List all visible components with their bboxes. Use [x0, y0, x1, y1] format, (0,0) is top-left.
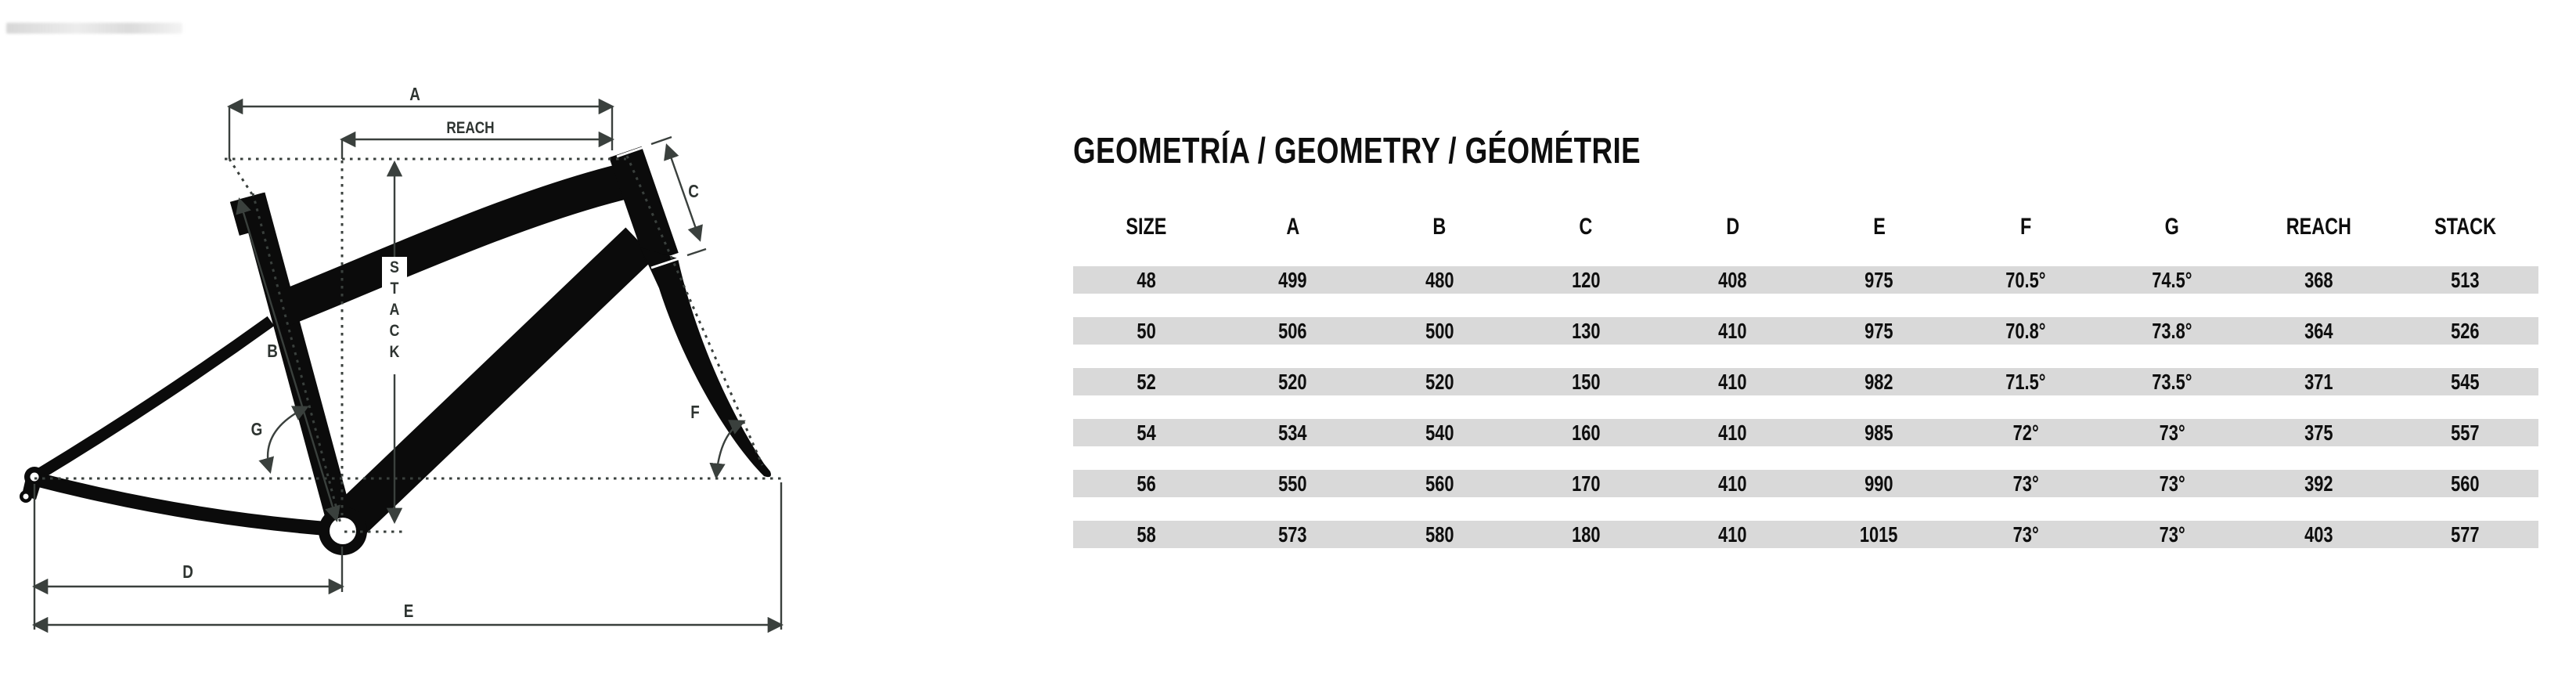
table-cell: 371: [2304, 370, 2333, 394]
table-cell: 1015: [1860, 522, 1898, 547]
table-cell: 557: [2451, 421, 2480, 445]
table-cell: 410: [1718, 421, 1747, 445]
table-row: [1073, 317, 2538, 345]
table-cell: 410: [1718, 522, 1747, 547]
col-header-f: F: [2019, 214, 2031, 240]
table-cell: 150: [1571, 370, 1601, 394]
table-cell: 368: [2304, 268, 2333, 292]
table-header-row: [1073, 215, 2538, 239]
table-cell: 71.5°: [2005, 370, 2046, 394]
table-cell: 58: [1137, 522, 1156, 547]
table-cell: 73.8°: [2152, 319, 2192, 343]
col-header-d: D: [1725, 214, 1739, 240]
dim-label-c: C: [688, 182, 699, 202]
table-cell: 130: [1571, 319, 1601, 343]
table-cell: 170: [1571, 471, 1601, 496]
table-cell: 560: [1425, 471, 1454, 496]
table-cell: 545: [2451, 370, 2480, 394]
table-cell: 70.5°: [2005, 268, 2046, 292]
table-cell: 520: [1278, 370, 1308, 394]
col-header-stack: STACK: [2434, 214, 2496, 240]
dim-label-stack: S T A C K: [389, 258, 400, 362]
table-cell: 573: [1278, 522, 1308, 547]
table-cell: 73°: [2159, 471, 2185, 496]
geometry-panel: [1073, 130, 2538, 572]
table-cell: 520: [1425, 370, 1454, 394]
table-cell: 975: [1864, 268, 1893, 292]
table-cell: 990: [1864, 471, 1893, 496]
table-cell: 550: [1278, 471, 1308, 496]
table-cell: 577: [2451, 522, 2480, 547]
dim-label-g: G: [250, 420, 263, 440]
col-header-size: SIZE: [1126, 214, 1167, 240]
table-cell: 120: [1571, 268, 1601, 292]
table-cell: 480: [1425, 268, 1454, 292]
table-cell: 403: [2304, 522, 2333, 547]
page-title: GEOMETRÍA / GEOMETRY / GÉOMÉTRIE: [1073, 130, 1641, 171]
table-cell: 50: [1137, 319, 1156, 343]
table-cell: 534: [1278, 421, 1308, 445]
table-cell: 70.8°: [2005, 319, 2046, 343]
dim-label-reach: REACH: [446, 119, 495, 138]
table-cell: 375: [2304, 421, 2333, 445]
table-cell: 982: [1864, 370, 1893, 394]
table-row: [1073, 419, 2538, 446]
table-cell: 74.5°: [2152, 268, 2192, 292]
table-cell: 180: [1571, 522, 1601, 547]
dim-label-f: F: [690, 402, 700, 423]
table-cell: 56: [1137, 471, 1156, 496]
table-cell: 500: [1425, 319, 1454, 343]
table-cell: 54: [1137, 421, 1156, 445]
table-cell: 408: [1718, 268, 1747, 292]
table-cell: 975: [1864, 319, 1893, 343]
table-cell: 73°: [2159, 522, 2185, 547]
bike-geometry-diagram: [0, 0, 861, 675]
dim-label-a: A: [409, 85, 420, 105]
table-cell: 73°: [2012, 471, 2039, 496]
table-cell: 410: [1718, 471, 1747, 496]
table-row: [1073, 470, 2538, 497]
col-header-b: B: [1432, 214, 1447, 240]
table-cell: 540: [1425, 421, 1454, 445]
table-cell: 392: [2304, 471, 2333, 496]
table-cell: 73°: [2012, 522, 2039, 547]
table-cell: 513: [2451, 268, 2480, 292]
table-cell: 410: [1718, 319, 1747, 343]
dim-label-d: D: [182, 562, 193, 583]
dim-label-e: E: [403, 601, 414, 622]
col-header-g: G: [2164, 214, 2180, 240]
table-cell: 580: [1425, 522, 1454, 547]
table-row: [1073, 266, 2538, 294]
table-row: [1073, 368, 2538, 395]
table-cell: 560: [2451, 471, 2480, 496]
dim-label-b: B: [267, 341, 278, 362]
table-cell: 410: [1718, 370, 1747, 394]
table-cell: 72°: [2012, 421, 2039, 445]
table-row: [1073, 521, 2538, 548]
table-cell: 73°: [2159, 421, 2185, 445]
table-cell: 364: [2304, 319, 2333, 343]
col-header-c: C: [1579, 214, 1593, 240]
col-header-e: E: [1872, 214, 1886, 240]
table-cell: 48: [1137, 268, 1156, 292]
table-cell: 526: [2451, 319, 2480, 343]
table-cell: 73.5°: [2152, 370, 2192, 394]
table-cell: 506: [1278, 319, 1308, 343]
col-header-reach: REACH: [2286, 214, 2351, 240]
table-cell: 52: [1137, 370, 1156, 394]
table-cell: 160: [1571, 421, 1601, 445]
col-header-a: A: [1286, 214, 1300, 240]
table-cell: 985: [1864, 421, 1893, 445]
dimension-lines: [34, 106, 781, 630]
table-body: [1073, 266, 2538, 548]
table-cell: 499: [1278, 268, 1308, 292]
